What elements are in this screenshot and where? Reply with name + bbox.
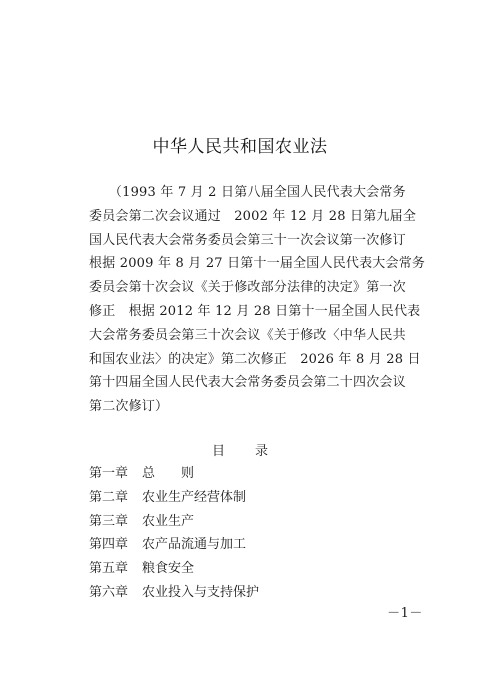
chapter-name: 农业投入与支持保护	[142, 584, 260, 600]
toc-heading-right: 录	[255, 444, 269, 459]
chapter-name: 农业生产	[142, 513, 195, 529]
preamble-line: 第十四届全国人民代表大会常务委员会第二十四次会议	[89, 375, 406, 391]
toc-entry[interactable]	[89, 462, 409, 486]
table-of-contents	[89, 462, 409, 605]
chapter-number: 第五章	[89, 561, 129, 577]
toc-entry[interactable]	[89, 581, 409, 605]
preamble-line: 根据 2009 年 8 月 27 日第十一届全国人民代表大会常务	[89, 256, 426, 272]
chapter-name: 粮食安全	[142, 561, 195, 577]
toc-entry[interactable]	[89, 533, 409, 557]
preamble-line: （1993 年 7 月 2 日第八届全国人民代表大会常务	[89, 185, 406, 200]
toc-entry[interactable]	[89, 486, 409, 510]
toc-entry[interactable]	[89, 510, 409, 534]
preamble-line: 修正 根据 2012 年 12 月 28 日第十一届全国人民代表	[89, 303, 421, 319]
chapter-name: 农业生产经营体制	[142, 489, 247, 505]
preamble-line: 大会常务委员会第三十次会议《关于修改〈中华人民共	[89, 327, 406, 343]
chapter-name: 农产品流通与加工	[142, 537, 247, 553]
page-number: －1－	[387, 606, 423, 621]
toc-heading-left: 目	[211, 444, 225, 459]
chapter-name: 总 则	[142, 466, 195, 481]
preamble	[89, 181, 426, 419]
chapter-number: 第一章	[89, 466, 129, 481]
preamble-line: 和国农业法〉的决定》第二次修正 2026 年 8 月 28 日	[89, 351, 421, 367]
document-title: 中华人民共和国农业法	[152, 137, 328, 157]
toc-heading	[0, 440, 480, 459]
preamble-line: 委员会第十次会议《关于修改部分法律的决定》第一次	[89, 280, 406, 296]
chapter-number: 第二章	[89, 489, 129, 505]
preamble-line: 国人民代表大会常务委员会第三十一次会议第一次修订	[89, 232, 406, 248]
preamble-line: 第二次修订）	[89, 399, 169, 415]
toc-entry[interactable]	[89, 557, 409, 581]
chapter-number: 第六章	[89, 584, 129, 600]
chapter-number: 第三章	[89, 513, 129, 529]
preamble-line: 委员会第二次会议通过 2002 年 12 月 28 日第九届全	[89, 208, 417, 224]
chapter-number: 第四章	[89, 537, 129, 553]
